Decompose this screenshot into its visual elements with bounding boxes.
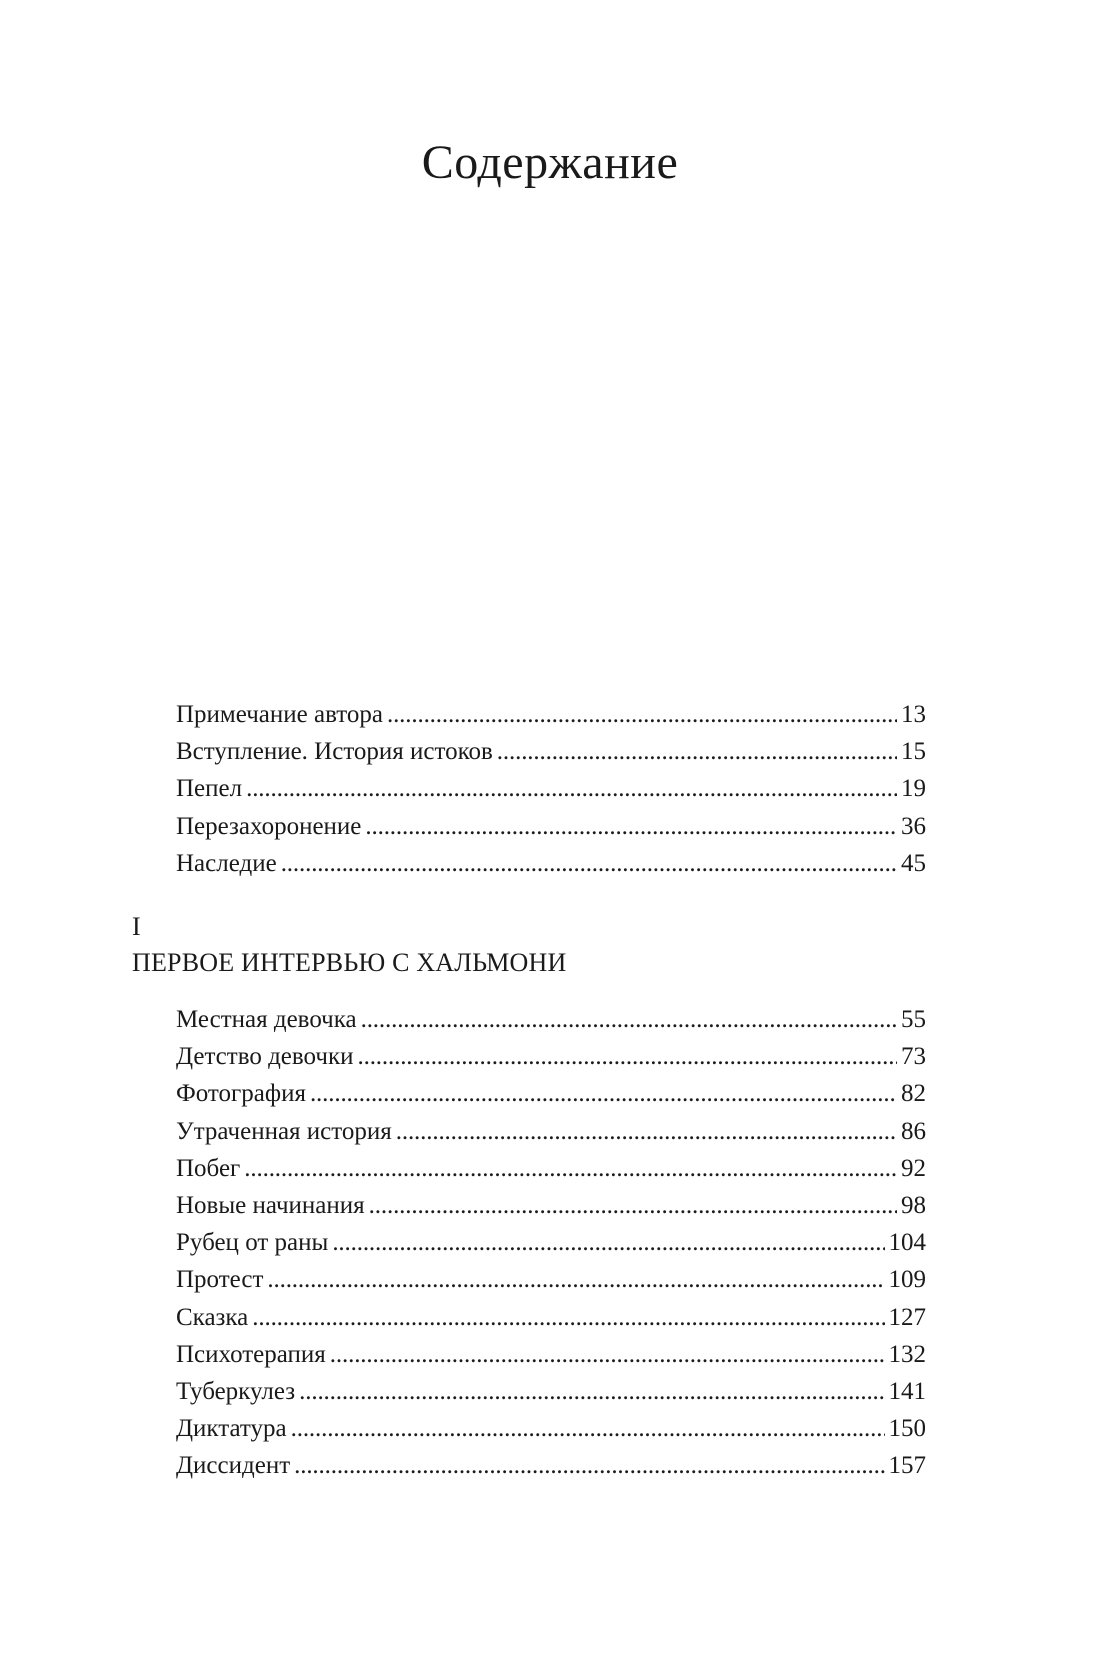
toc-entry-page: 109 bbox=[888, 1266, 926, 1294]
toc-entry-title: Туберкулез bbox=[176, 1377, 296, 1405]
toc-entry-title: Протест bbox=[176, 1266, 264, 1294]
toc-entry-page: 73 bbox=[901, 1043, 926, 1071]
toc-entry[interactable] bbox=[176, 1410, 926, 1447]
toc-front-matter bbox=[176, 696, 926, 882]
toc-dot-leader bbox=[369, 1187, 897, 1224]
toc-dot-leader bbox=[361, 1001, 897, 1038]
toc-entry[interactable] bbox=[176, 1038, 926, 1075]
toc-entry-page: 104 bbox=[888, 1229, 926, 1257]
toc-dot-leader bbox=[246, 770, 897, 807]
toc-dot-leader bbox=[497, 733, 897, 770]
toc-entry[interactable] bbox=[176, 808, 926, 845]
toc-dot-leader bbox=[332, 1224, 884, 1261]
toc-part-1 bbox=[176, 1001, 926, 1484]
toc-entry-title: Диктатура bbox=[176, 1415, 287, 1443]
toc-entry[interactable] bbox=[176, 696, 926, 733]
toc-entry[interactable] bbox=[176, 1336, 926, 1373]
toc-entry-title: Психотерапия bbox=[176, 1340, 326, 1368]
toc-entry-title: Диссидент bbox=[176, 1452, 291, 1480]
toc-dot-leader bbox=[387, 696, 897, 733]
toc-dot-leader bbox=[244, 1150, 897, 1187]
toc-entry-page: 19 bbox=[901, 775, 926, 803]
toc-entry[interactable] bbox=[176, 770, 926, 807]
toc-entry[interactable] bbox=[176, 1447, 926, 1484]
toc-entry-title: Пепел bbox=[176, 775, 243, 803]
toc-entry-title: Примечание автора bbox=[176, 701, 383, 728]
toc-entry-title: Фотография bbox=[176, 1080, 306, 1108]
toc-dot-leader bbox=[365, 808, 897, 845]
toc-entry[interactable] bbox=[176, 733, 926, 770]
toc-entry[interactable] bbox=[176, 1001, 926, 1038]
toc-entry-title: Вступление. История истоков bbox=[176, 738, 493, 766]
toc-entry[interactable] bbox=[176, 1299, 926, 1336]
toc-dot-leader bbox=[358, 1038, 898, 1075]
toc-entry-title: Перезахоронение bbox=[176, 812, 362, 840]
toc-entry-page: 36 bbox=[901, 812, 926, 840]
toc-entry-page: 141 bbox=[888, 1377, 926, 1405]
toc-entry-title: Рубец от раны bbox=[176, 1229, 329, 1257]
toc-entry-page: 127 bbox=[888, 1303, 926, 1331]
toc-entry-title: Детство девочки bbox=[176, 1043, 354, 1071]
page-title: Содержание bbox=[421, 136, 679, 189]
toc-entry-title: Местная девочка bbox=[176, 1006, 357, 1033]
toc-dot-leader bbox=[294, 1447, 884, 1484]
toc-dot-leader bbox=[330, 1336, 885, 1373]
toc-dot-leader bbox=[310, 1075, 897, 1112]
toc-dot-leader bbox=[396, 1113, 897, 1150]
toc-dot-leader bbox=[299, 1373, 884, 1410]
toc-entry[interactable] bbox=[176, 1187, 926, 1224]
toc-entry-page: 45 bbox=[901, 849, 926, 877]
part-title: ПЕРВОЕ ИНТЕРВЬЮ С ХАЛЬМОНИ bbox=[132, 948, 567, 977]
toc-entry[interactable] bbox=[176, 1075, 926, 1112]
toc-dot-leader bbox=[252, 1299, 884, 1336]
toc-entry-title: Утраченная история bbox=[176, 1117, 392, 1145]
toc-entry-page: 86 bbox=[901, 1117, 926, 1145]
toc-dot-leader bbox=[267, 1261, 884, 1298]
toc-entry-title: Новые начинания bbox=[176, 1191, 365, 1219]
toc-entry-page: 150 bbox=[888, 1415, 926, 1443]
toc-entry-title: Побег bbox=[176, 1154, 241, 1182]
toc-entry[interactable] bbox=[176, 1373, 926, 1410]
part-number: I bbox=[132, 912, 141, 941]
toc-entry[interactable] bbox=[176, 845, 926, 882]
toc-entry-title: Сказка bbox=[176, 1303, 249, 1331]
toc-entry-title: Наследие bbox=[176, 849, 277, 877]
toc-entry[interactable] bbox=[176, 1113, 926, 1150]
toc-entry-page: 13 bbox=[901, 701, 926, 728]
toc-entry[interactable] bbox=[176, 1224, 926, 1261]
toc-entry-page: 98 bbox=[901, 1191, 926, 1219]
toc-entry-page: 132 bbox=[888, 1340, 926, 1368]
toc-entry-page: 82 bbox=[901, 1080, 926, 1108]
toc-entry-page: 55 bbox=[901, 1006, 926, 1033]
toc-dot-leader bbox=[291, 1410, 885, 1447]
toc-entry-page: 92 bbox=[901, 1154, 926, 1182]
toc-entry-page: 157 bbox=[888, 1452, 926, 1480]
toc-entry[interactable] bbox=[176, 1261, 926, 1298]
toc-entry[interactable] bbox=[176, 1150, 926, 1187]
toc-dot-leader bbox=[281, 845, 897, 882]
toc-entry-page: 15 bbox=[901, 738, 926, 766]
